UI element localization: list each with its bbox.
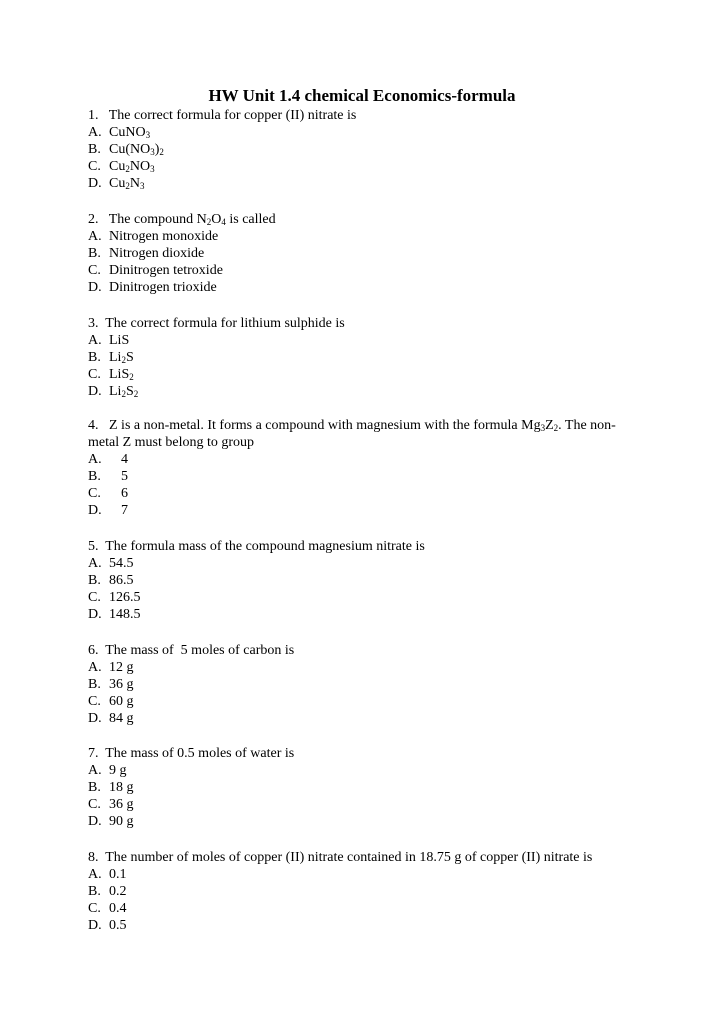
option-letter: B. [88,677,101,692]
question-2-option-c [88,262,223,279]
option-letter: A. [88,867,102,882]
option-letter: B. [88,780,101,795]
option-text: $Cu_2N_3$ [109,176,145,191]
option-letter: B. [88,884,101,899]
question-5-option-d [88,606,141,623]
question-7-option-d [88,813,134,830]
question-5-option-a [88,555,134,572]
option-text: 54.5 [109,556,134,571]
question-2-stem: 2. The compound $N_2O_4$ is called [88,212,276,227]
option-text: $Li_2S$ [109,350,134,365]
option-letter: D. [88,280,102,295]
option-text: 84 g [109,711,134,726]
option-letter: A. [88,333,102,348]
option-letter: B. [88,469,101,484]
option-letter: C. [88,797,101,812]
option-text: Dinitrogen tetroxide [109,263,223,278]
option-text: LiS$_2$ [109,367,134,382]
question-2-option-d [88,279,217,296]
option-letter: C. [88,367,101,382]
question-8-option-c [88,900,127,917]
question-2-option-b [88,245,204,262]
question-6-option-b [88,676,134,693]
question-6-option-d [88,710,134,727]
option-text: 5 [121,469,128,484]
question-3-option-c [88,366,134,383]
option-text: LiS [109,333,130,348]
option-letter: A. [88,452,102,467]
option-text: CuNO$_3$ [109,125,151,140]
option-text: 0.1 [109,867,127,882]
option-letter: C. [88,694,101,709]
option-text: 0.2 [109,884,127,899]
option-text: 60 g [109,694,134,709]
question-3-option-b [88,349,134,366]
option-letter: D. [88,918,102,933]
question-5-option-c [88,589,141,606]
question-8-option-a [88,866,127,883]
option-text: $Li_2S_2$ [109,384,139,399]
option-text: 0.5 [109,918,127,933]
option-letter: B. [88,350,101,365]
option-letter: D. [88,607,102,622]
question-6-option-a [88,659,134,676]
question-8-option-b [88,883,127,900]
question-5-stem: 5. The formula mass of the compound magnesium nitrate is [88,539,425,554]
question-8-stem: 8. The number of moles of copper (II) nitrate contained in 18.75 g of copper (II) nitrate is [88,850,593,865]
question-4-option-b [88,468,128,485]
option-letter: A. [88,763,102,778]
option-text: 148.5 [109,607,141,622]
option-text: 6 [121,486,128,501]
question-4-option-c [88,485,128,502]
option-letter: D. [88,384,102,399]
page-title: HW Unit 1.4 chemical Economics-formula [208,86,516,105]
question-4-stem-continued: metal Z must belong to group [88,435,255,450]
question-2-option-a [88,228,218,245]
question-7-option-c [88,796,134,813]
option-letter: D. [88,176,102,191]
option-letter: D. [88,814,102,829]
option-text: 9 g [109,763,127,778]
option-text: 126.5 [109,590,141,605]
question-4-stem: 4. Z is a non-metal. It forms a compound with magnesium with the formula $Mg_3Z_2$. The non- [88,418,616,433]
option-text: $Cu_2NO_3$ [109,159,155,174]
option-letter: A. [88,229,102,244]
question-1-option-b [88,141,164,158]
question-1-option-c [88,158,155,175]
option-text: 4 [121,452,128,467]
option-text: 86.5 [109,573,134,588]
option-letter: D. [88,711,102,726]
option-letter: C. [88,901,101,916]
question-6-stem: 6. The mass of 5 moles of carbon is [88,643,295,658]
question-3-option-a [88,332,129,349]
option-text: 36 g [109,797,134,812]
option-text: Nitrogen monoxide [109,229,219,244]
option-text: 90 g [109,814,134,829]
option-text: $Cu(NO_3)_2$ [109,142,164,157]
option-letter: C. [88,263,101,278]
option-letter: C. [88,486,101,501]
question-7-option-a [88,762,127,779]
option-text: 0.4 [109,901,127,916]
question-1-option-d [88,175,144,192]
option-text: Dinitrogen trioxide [109,280,217,295]
question-8-option-d [88,917,127,934]
option-text: 18 g [109,780,134,795]
question-1-stem: 1. The correct formula for copper (II) nitrate is [88,108,357,123]
option-letter: C. [88,590,101,605]
option-text: Nitrogen dioxide [109,246,205,261]
option-text: 36 g [109,677,134,692]
question-5-option-b [88,572,134,589]
option-text: 12 g [109,660,134,675]
question-7-stem: 7. The mass of 0.5 moles of water is [88,746,295,761]
question-6-option-c [88,693,134,710]
option-letter: B. [88,246,101,261]
question-4-option-d [88,502,128,519]
question-4-option-a [88,451,128,468]
option-letter: A. [88,660,102,675]
question-1-option-a [88,124,150,141]
option-letter: B. [88,573,101,588]
question-7-option-b [88,779,134,796]
option-letter: A. [88,125,102,140]
option-letter: B. [88,142,101,157]
question-3-option-d [88,383,138,400]
option-letter: C. [88,159,101,174]
option-text: 7 [121,503,128,518]
option-letter: A. [88,556,102,571]
option-letter: D. [88,503,102,518]
question-3-stem: 3. The correct formula for lithium sulphide is [88,316,345,331]
